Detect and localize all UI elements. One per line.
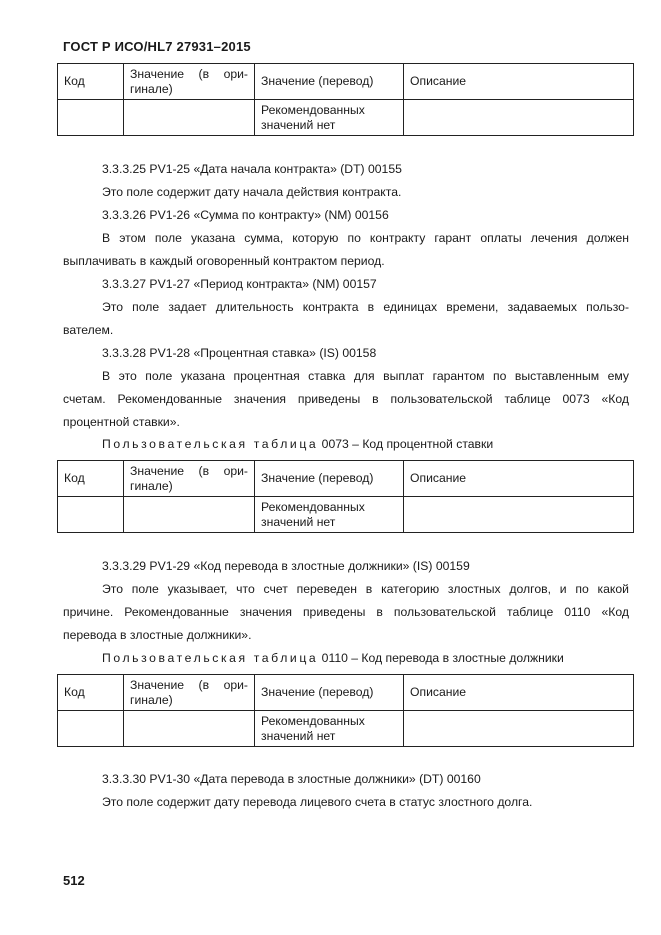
document-header: ГОСТ Р ИСО/HL7 27931–2015 <box>63 39 251 54</box>
section-title: 3.3.3.29 PV1-29 «Код перевода в злостные должники» (IS) 00159 <box>102 559 470 573</box>
section-title: 3.3.3.26 PV1-26 «Сумма по контракту» (NM) 00156 <box>102 208 389 222</box>
cell-description <box>404 497 634 533</box>
table-0110 <box>57 674 634 747</box>
page-number: 512 <box>63 873 85 888</box>
cell-value-translation: Рекомендованных значений нет <box>255 711 404 747</box>
col-value-original: Значение (в ори- гинале) <box>124 461 255 497</box>
col-description: Описание <box>404 675 634 711</box>
section-text: счетам. Рекомендованные значения приведены в пользовательской таблице 0073 «Код <box>63 392 629 406</box>
cell-value-translation: Рекомендованных значений нет <box>255 497 404 533</box>
cell-description <box>404 711 634 747</box>
table-0073 <box>57 460 634 533</box>
col-value-translation: Значение (перевод) <box>255 675 404 711</box>
section-text: вателем. <box>63 323 114 337</box>
section-text: причине. Рекомендованные значения приведены в пользовательской таблице 0110 «Код <box>63 605 629 619</box>
col-value-translation: Значение (перевод) <box>255 461 404 497</box>
col-code: Код <box>58 64 124 100</box>
section-text: процентной ставки». <box>63 415 180 429</box>
cell-code <box>58 711 124 747</box>
cell-value-original <box>124 497 255 533</box>
section-title: 3.3.3.28 PV1-28 «Процентная ставка» (IS) 00158 <box>102 346 377 360</box>
table-caption: Пользовательская таблица 0073 – Код процентной ставки <box>102 437 494 451</box>
section-text: Это поле содержит дату начала действия контракта. <box>102 185 402 199</box>
col-value-translation: Значение (перевод) <box>255 64 404 100</box>
table-previous-continuation <box>57 63 634 136</box>
section-text: перевода в злостные должники». <box>63 628 252 642</box>
section-text: Это поле содержит дату перевода лицевого счета в статус злостного долга. <box>102 795 533 809</box>
cell-value-original <box>124 711 255 747</box>
cell-value-original <box>124 100 255 136</box>
section-text: Это поле указывает, что счет переведен в категорию злостных долгов, и по какой <box>102 582 629 596</box>
section-title: 3.3.3.25 PV1-25 «Дата начала контракта» (DT) 00155 <box>102 162 402 176</box>
cell-value-translation: Рекомендованных значений нет <box>255 100 404 136</box>
col-value-original: Значение (в ори- гинале) <box>124 675 255 711</box>
section-text: В этом поле указана сумма, которую по контракту гарант оплаты лечения должен <box>102 231 629 245</box>
col-value-original: Значение (в ори- гинале) <box>124 64 255 100</box>
section-title: 3.3.3.30 PV1-30 «Дата перевода в злостные должники» (DT) 00160 <box>102 772 481 786</box>
col-description: Описание <box>404 64 634 100</box>
table-caption: Пользовательская таблица 0110 – Код перевода в злостные должники <box>102 651 564 665</box>
cell-code <box>58 100 124 136</box>
cell-description <box>404 100 634 136</box>
cell-code <box>58 497 124 533</box>
section-title: 3.3.3.27 PV1-27 «Период контракта» (NM) 00157 <box>102 277 377 291</box>
col-code: Код <box>58 461 124 497</box>
section-text: выплачивать в каждый оговоренный контрактом период. <box>63 254 385 268</box>
col-description: Описание <box>404 461 634 497</box>
col-code: Код <box>58 675 124 711</box>
section-text: В это поле указана процентная ставка для выплат гарантом по выставленным ему <box>102 369 629 383</box>
section-text: Это поле задает длительность контракта в единицах времени, задаваемых пользо- <box>102 300 629 314</box>
